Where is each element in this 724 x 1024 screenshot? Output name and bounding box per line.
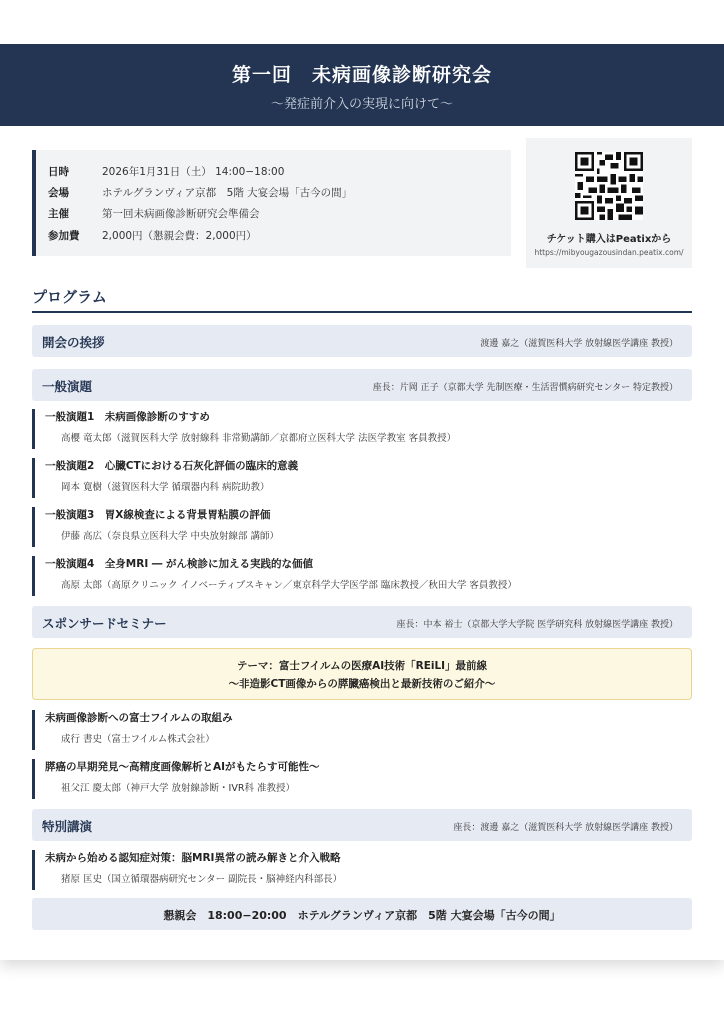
section-chair: 座長：中本 裕士（京都大学大学院 医学研究科 放射線医学講座 教授） xyxy=(396,620,678,630)
ticket-caption: チケット購入はPeatixから xyxy=(546,234,672,245)
talk-item xyxy=(32,556,695,596)
section-title: 一般演題 xyxy=(42,379,93,394)
talk-title: 未病画像診断への富士フイルムの取組み xyxy=(45,712,233,724)
talk-title: 一般演題3 胃X線検査による背景胃粘膜の評価 xyxy=(45,509,271,521)
talk-title: 膵癌の早期発見〜高精度画像解析とAIがもたらす可能性〜 xyxy=(45,761,320,773)
info-value: 第一回未病画像診断研究会準備会 xyxy=(102,208,260,220)
seminar-theme-box xyxy=(32,648,692,700)
talk-item xyxy=(32,759,695,799)
talk-title: 一般演題4 全身MRI ― がん検診に加える実践的な価値 xyxy=(45,558,314,570)
header-banner xyxy=(0,44,724,126)
talk-title: 一般演題2 心臓CTにおける石灰化評価の臨床的意義 xyxy=(45,460,299,472)
talk-presenter: 伊藤 高広（奈良県立医科大学 中央放射線部 講師） xyxy=(61,531,280,542)
section-general xyxy=(32,369,692,401)
talk-title: 一般演題1 未病画像診断のすすめ xyxy=(45,411,210,423)
info-key: 主催 xyxy=(48,208,69,220)
program-heading: プログラム xyxy=(32,288,107,306)
talk-item xyxy=(32,409,695,449)
section-title: 特別講演 xyxy=(42,819,93,834)
ticket-box xyxy=(526,138,692,268)
section-speaker: 渡邊 嘉之（滋賀医科大学 放射線医学講座 教授） xyxy=(480,339,678,349)
program-divider xyxy=(32,311,692,313)
section-opening xyxy=(32,325,692,357)
reception-bar xyxy=(32,898,692,930)
talk-presenter: 高原 太郎（高原クリニック イノベーティブスキャン／東京科学大学医学部 臨床教授／秋田大学 客員教授） xyxy=(61,580,517,591)
theme-line1: テーマ：富士フイルムの医療AI技術「REiLI」最前線 xyxy=(236,660,488,672)
event-subtitle: 〜発症前介入の実現に向けて〜 xyxy=(270,97,453,112)
info-value: 2,000円（懇親会費：2,000円） xyxy=(102,230,257,242)
event-title: 第一回 未病画像診断研究会 xyxy=(231,64,492,86)
info-value: ホテルグランヴィア京都 5階 大宴会場「古今の間」 xyxy=(102,187,353,199)
talk-presenter: 猪原 匡史（国立循環器病研究センター 副院長・脳神経内科部長） xyxy=(61,874,343,885)
info-value: 2026年1月31日（土） 14:00−18:00 xyxy=(102,166,285,178)
ticket-url[interactable]: https://mibyougazousindan.peatix.com/ xyxy=(534,248,684,257)
info-key: 日時 xyxy=(48,166,69,178)
talk-presenter: 祖父江 慶太郎（神戸大学 放射線診断・IVR科 准教授） xyxy=(61,783,295,794)
event-info-box xyxy=(32,150,511,256)
section-chair: 座長：片岡 正子（京都大学 先制医療・生活習慣病研究センター 特定教授） xyxy=(372,383,678,393)
section-title: スポンサードセミナー xyxy=(42,616,167,631)
talk-item xyxy=(32,710,695,750)
talk-item xyxy=(32,850,695,890)
talk-presenter: 成行 書史（富士フイルム株式会社） xyxy=(61,734,215,745)
section-sponsor xyxy=(32,606,692,638)
talk-item xyxy=(32,458,695,498)
theme-line2: 〜非造影CT画像からの膵臓癌検出と最新技術のご紹介〜 xyxy=(228,678,496,690)
talk-presenter: 岡本 寛樹（滋賀医科大学 循環器内科 病院助教） xyxy=(61,482,270,493)
qr-code-icon[interactable] xyxy=(575,152,643,220)
reception-text: 懇親会 18:00−20:00 ホテルグランヴィア京都 5階 大宴会場「古今の間」 xyxy=(163,909,561,922)
talk-presenter: 高櫻 竜太郎（滋賀医科大学 放射線科 非常勤講師／京都府立医科大学 法医学教室 客員教授） xyxy=(61,433,457,444)
section-chair: 座長：渡邊 嘉之（滋賀医科大学 放射線医学講座 教授） xyxy=(453,823,678,833)
section-title: 開会の挨拶 xyxy=(42,335,105,350)
info-key: 会場 xyxy=(48,187,69,199)
talk-title: 未病から始める認知症対策：脳MRI異常の読み解きと介入戦略 xyxy=(45,852,341,864)
info-key: 参加費 xyxy=(48,230,80,242)
talk-item xyxy=(32,507,695,547)
section-special xyxy=(32,809,692,841)
